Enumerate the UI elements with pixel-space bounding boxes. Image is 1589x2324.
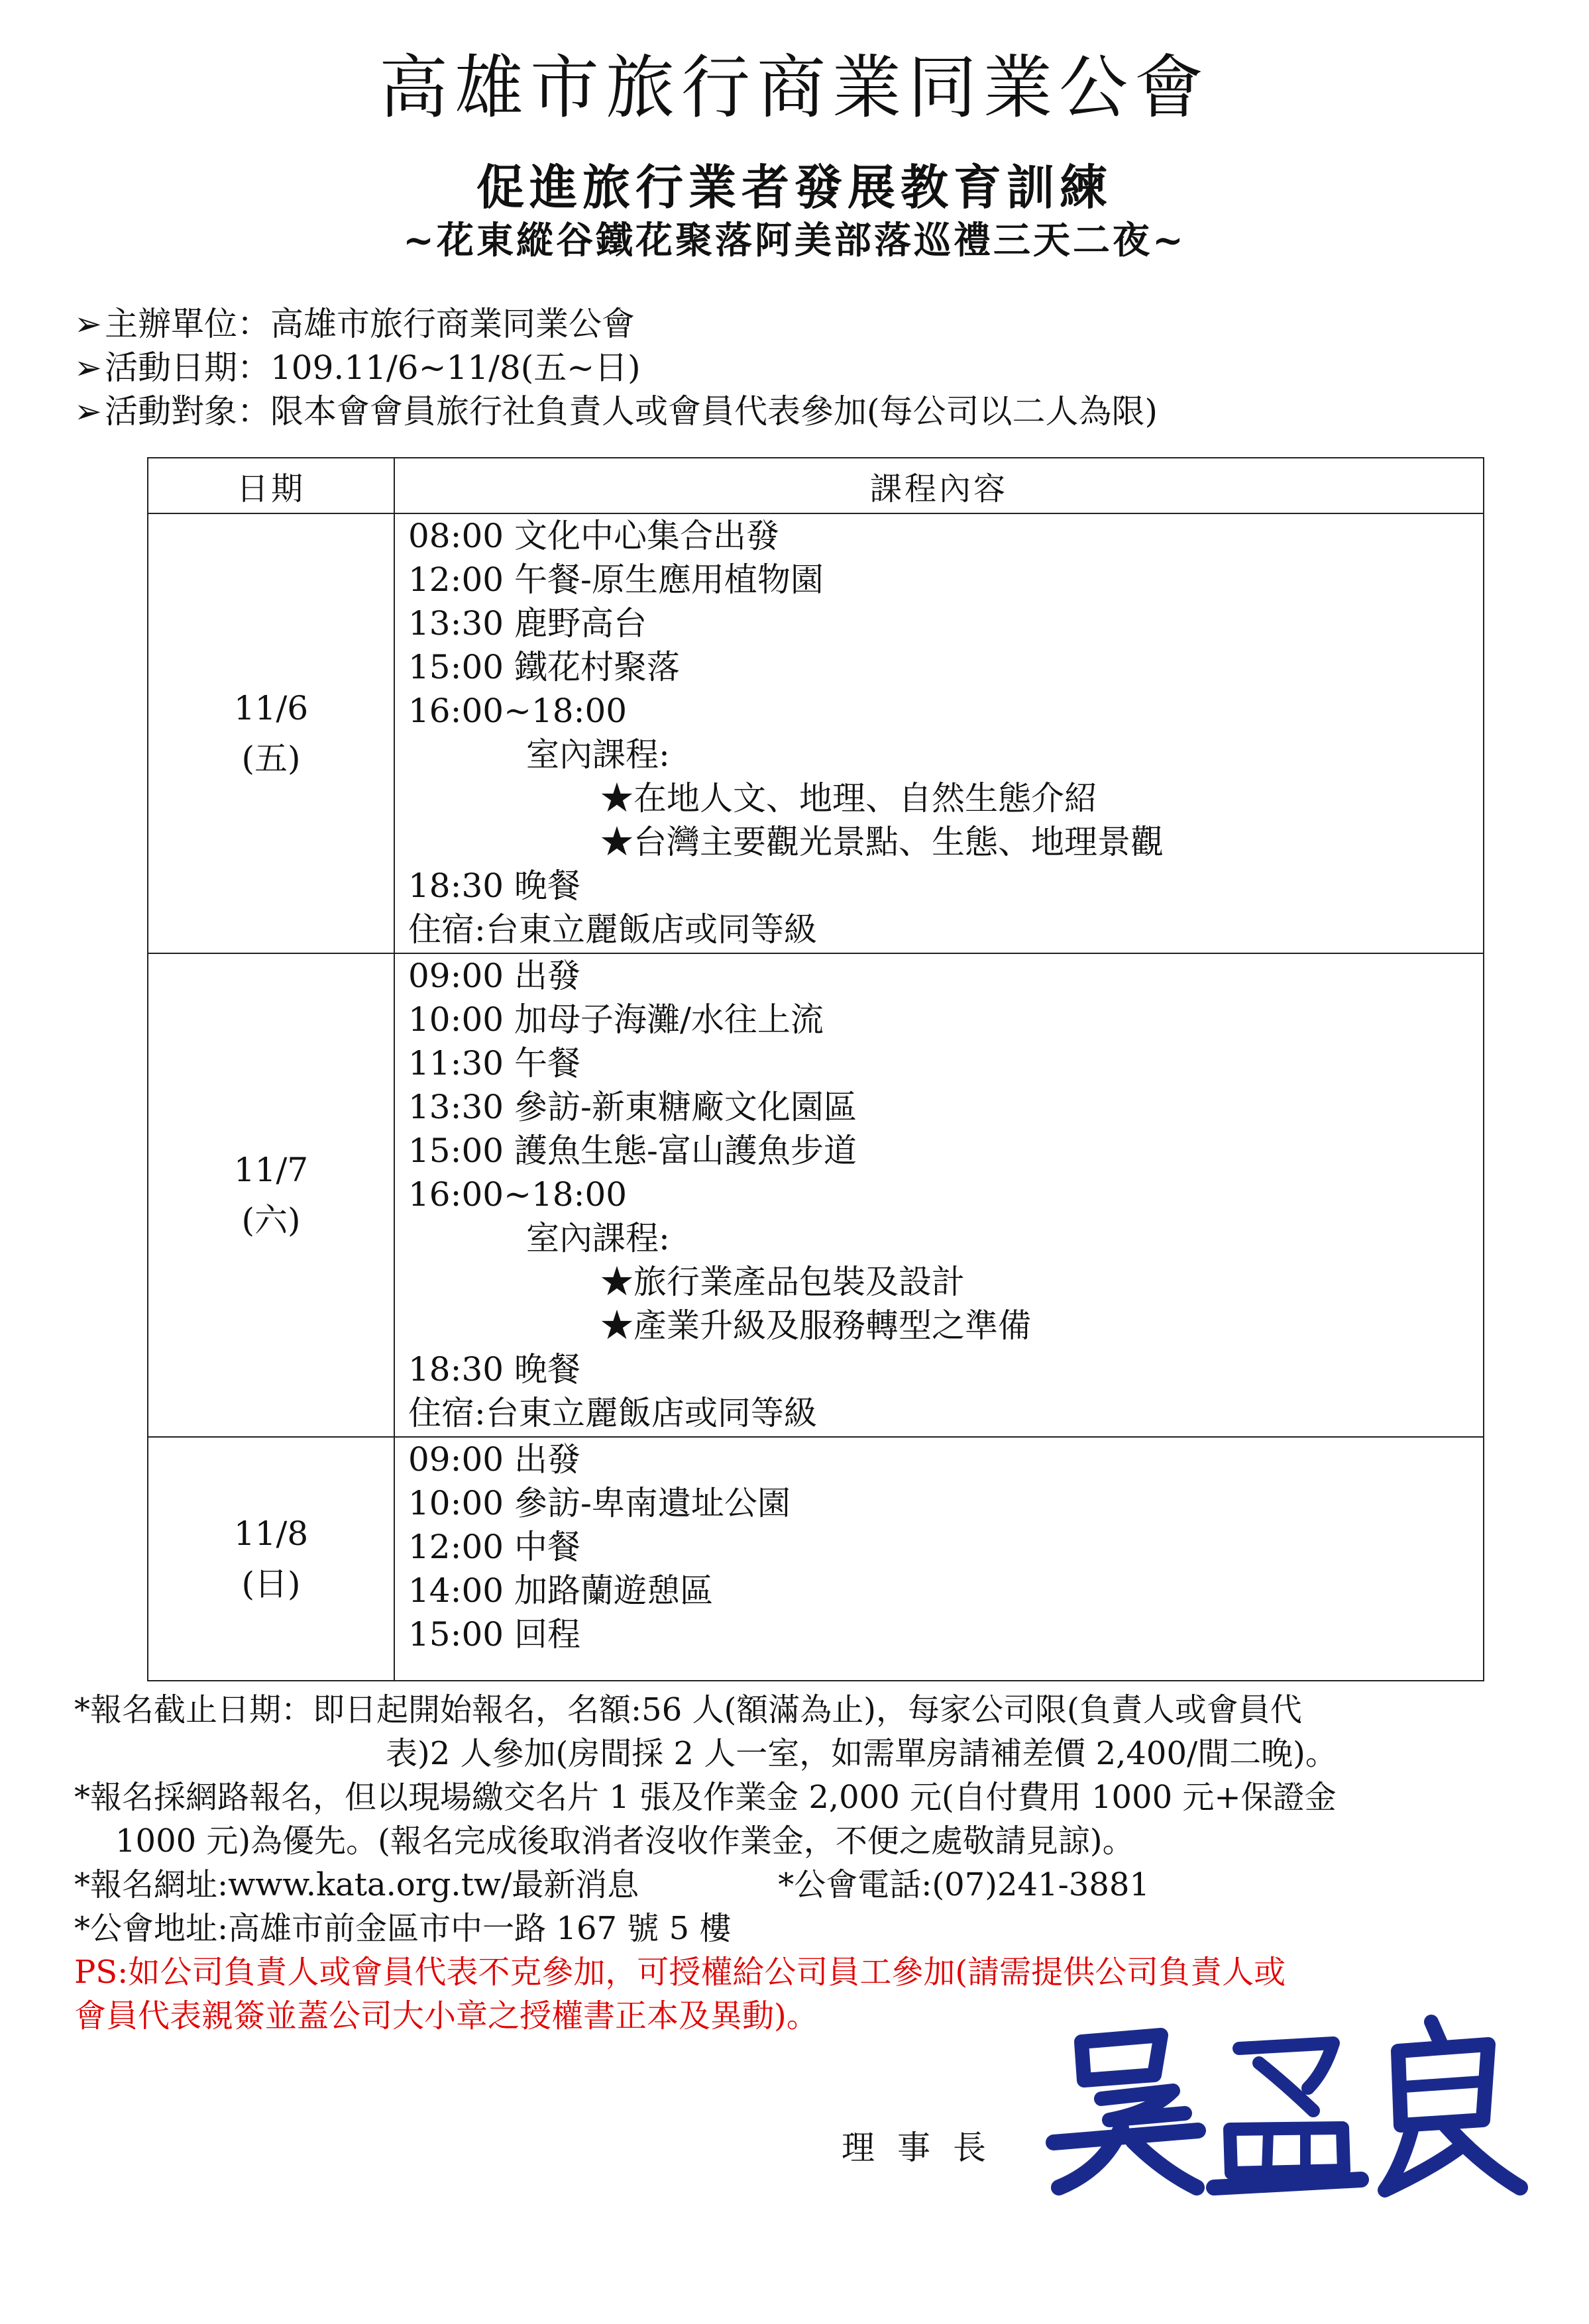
table-row-day1 [148,513,1484,953]
column-header-content: 課程內容 [394,458,1484,513]
info-text: 主辦單位：高雄市旅行商業同業公會 [105,305,635,343]
schedule-item: 10:00 加母子海灘/水往上流 [408,1000,824,1039]
weekday-text: (五) [241,739,301,778]
schedule-item: 室內課程: [526,735,670,774]
date-cell [148,1437,394,1681]
weekday-text: (日) [241,1565,301,1603]
note-online-registration: *報名採網路報名，但以現場繳交名片 1 張及作業金 2,000 元(自付費用 1000 元+保證金 [74,1779,1337,1816]
schedule-item: 08:00 文化中心集合出發 [408,517,779,555]
schedule-item: 11:30 午餐 [408,1044,580,1083]
notes-section [74,1688,1565,2038]
schedule-item: 14:00 加路蘭遊憩區 [408,1571,713,1610]
note-phone: *公會電話:(07)241-3881 [778,1866,1150,1903]
schedule-item: 16:00~18:00 [408,692,628,730]
schedule-item: 12:00 午餐-原生應用植物園 [408,560,824,599]
schedule-item: ★台灣主要觀光景點、生態、地理景觀 [600,823,1164,861]
schedule-table [147,457,1484,1681]
note-registration-deadline-cont: 表)2 人參加(房間採 2 人一室，如需單房請補差價 2,400/間二晚)。 [386,1735,1337,1772]
date-text: 11/7 [233,1151,309,1189]
schedule-item: ★在地人文、地理、自然生態介紹 [600,779,1097,818]
note-website: *報名網址:www.kata.org.tw/最新消息 [74,1866,639,1903]
schedule-item: 13:30 參訪-新東糖廠文化園區 [408,1088,857,1126]
note-contact-line [74,1863,1565,1907]
info-line-organizer [74,302,635,346]
info-line-date [74,346,641,390]
schedule-items [394,513,1484,953]
ps-note-cont: 會員代表親簽並蓋公司大小章之授權書正本及異動)。 [74,1997,818,2034]
date-text: 11/6 [233,689,309,727]
date-cell [148,513,394,953]
date-cell [148,953,394,1437]
schedule-item: 16:00~18:00 [408,1175,628,1214]
schedule-item: ★旅行業產品包裝及設計 [600,1263,965,1301]
arrow-bullet-icon: ➢ [74,392,102,431]
arrow-bullet-icon: ➢ [74,348,102,387]
schedule-item: 15:00 護魚生態-富山護魚步道 [408,1132,857,1170]
schedule-item: 15:00 回程 [408,1615,580,1654]
chairman-signature [1040,2014,1531,2206]
table-row-day2 [148,953,1484,1437]
document-subtitle: ~花東縱谷鐵花聚落阿美部落巡禮三天二夜~ [403,219,1186,262]
schedule-item: 13:30 鹿野高台 [408,604,647,643]
schedule-item: ★產業升級及服務轉型之準備 [600,1306,1031,1345]
organization-title: 高雄市旅行商業同業公會 [378,47,1210,128]
ps-note: PS:如公司負責人或會員代表不克參加，可授權給公司員工參加(請需提供公司負責人或 [74,1954,1286,1991]
weekday-text: (六) [241,1201,301,1240]
note-online-registration-cont: 1000 元)為優先。(報名完成後取消者沒收作業金，不便之處敬請見諒)。 [115,1822,1134,1860]
chairman-label: 理事長 [842,2129,1009,2167]
schedule-items [394,1437,1484,1681]
document-title: 促進旅行業者發展教育訓練 [476,159,1113,215]
schedule-item: 09:00 出發 [408,1440,580,1479]
schedule-item: 09:00 出發 [408,957,580,995]
schedule-item: 12:00 中餐 [408,1528,580,1566]
schedule-item: 18:30 晚餐 [408,867,580,905]
note-address: *公會地址:高雄市前金區市中一路 167 號 5 樓 [74,1910,732,1947]
info-text: 活動對象：限本會會員旅行社負責人或會員代表參加(每公司以二人為限) [105,392,1158,431]
schedule-item: 18:30 晚餐 [408,1350,580,1389]
note-registration-deadline: *報名截止日期：即日起開始報名，名額:56 人(額滿為止)，每家公司限(負責人或會員代 [74,1691,1302,1728]
table-row-day3 [148,1437,1484,1681]
schedule-items [394,953,1484,1437]
signature-strokes [1054,2022,1520,2190]
date-text: 11/8 [233,1514,309,1553]
schedule-item: 室內課程: [526,1219,670,1257]
schedule-item: 住宿:台東立麗飯店或同等級 [408,1394,817,1432]
table-header-row [148,458,1484,513]
schedule-item: 10:00 參訪-卑南遺址公園 [408,1484,791,1522]
info-line-audience [74,390,1158,433]
schedule-item: 15:00 鐵花村聚落 [408,648,680,686]
info-text: 活動日期：109.11/6~11/8(五~日) [105,348,641,387]
schedule-item: 住宿:台東立麗飯店或同等級 [408,910,817,949]
arrow-bullet-icon: ➢ [74,305,102,343]
column-header-date: 日期 [148,458,394,513]
